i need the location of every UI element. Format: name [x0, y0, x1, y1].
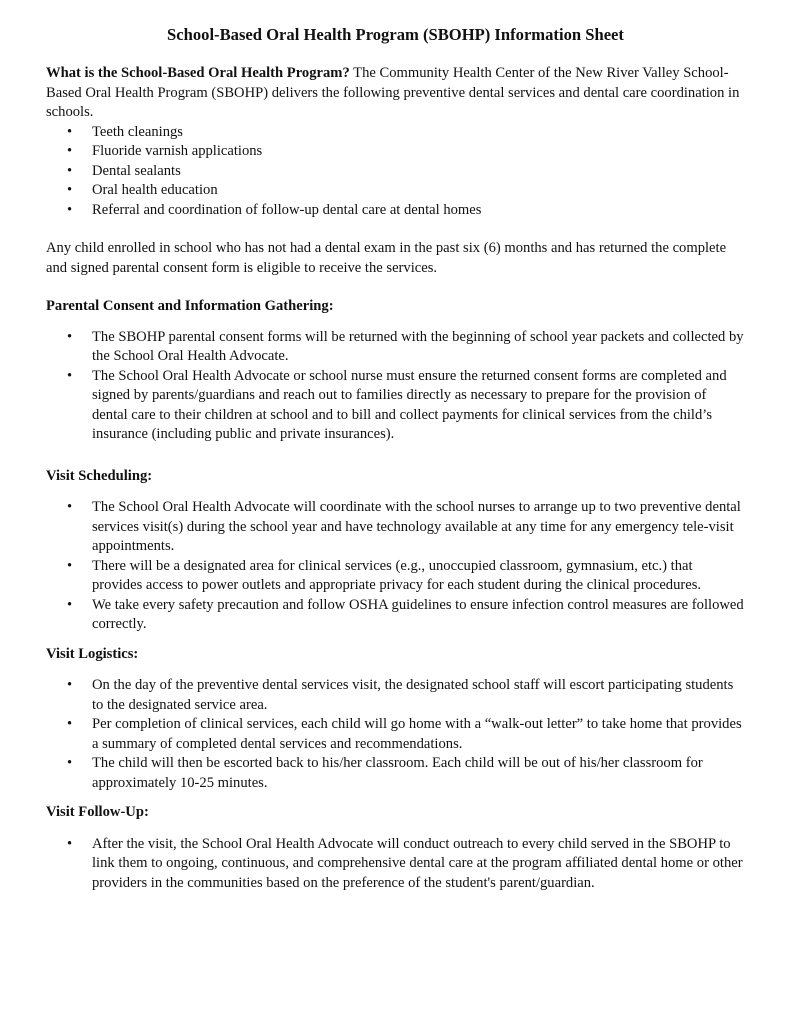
list-item [46, 676, 745, 715]
intro-text: The Community Health Center of the New River Valley School-Based Oral Health Program (SBOHP) delivers the following preventive dental services and dental care coordination in schools. [46, 65, 740, 120]
list-item-text: Fluoride varnish applications [92, 143, 263, 159]
bullet-icon: • [67, 123, 73, 140]
list-item-text: The School Oral Health Advocate will coordinate with the school nurses to arrange up to two preventive dental services visit(s) during the school year and have technology available at any time for any emergency tele-visit appointments. [92, 499, 741, 554]
list-item-text: Teeth cleanings [92, 123, 183, 140]
intro-paragraph [46, 64, 745, 123]
list-item [46, 328, 745, 367]
bullet-icon: • [67, 835, 73, 852]
list-item [46, 557, 745, 596]
bullet-icon: • [67, 367, 73, 384]
bullet-icon: • [67, 143, 73, 159]
list-item [46, 367, 745, 445]
list-item [46, 498, 745, 557]
scheduling-list [46, 498, 745, 635]
intro-lead: What is the School-Based Oral Health Program? [46, 65, 350, 81]
followup-list [46, 835, 745, 894]
list-item-text: After the visit, the School Oral Health Advocate will conduct outreach to every child served in the SBOHP to link them to ongoing, continuous, and comprehensive dental care at the program affiliated dental home or other providers in the communities based on the preference of the student's parent/guardian. [92, 835, 743, 891]
bullet-icon: • [67, 755, 73, 771]
list-item-text: We take every safety precaution and follow OSHA guidelines to ensure infection control measures are followed correctly. [92, 596, 744, 632]
list-item-text: Dental sealants [92, 162, 181, 179]
list-item [46, 754, 745, 793]
list-item-text: The SBOHP parental consent forms will be returned with the beginning of school year packets and collected by the School Oral Health Advocate. [92, 328, 744, 364]
logistics-list [46, 676, 745, 793]
list-item [46, 142, 745, 162]
bullet-icon: • [67, 716, 73, 732]
list-item-text: The School Oral Health Advocate or school nurse must ensure the returned consent forms are completed and signed by parents/guardians and reach out to families directly as necessary to prepare for the provision of dental care to their children at school and to bill and collect payments for clinical services from the child’s insurance (including public and private insurances). [92, 367, 727, 442]
section-heading-logistics: Visit Logistics: [46, 645, 139, 662]
consent-list [46, 328, 745, 445]
bullet-icon: • [67, 596, 73, 613]
list-item [46, 715, 745, 754]
list-item [46, 181, 745, 201]
services-list [46, 123, 745, 221]
bullet-icon: • [67, 557, 73, 574]
list-item [46, 123, 745, 143]
bullet-icon: • [67, 499, 73, 515]
section-heading-consent: Parental Consent and Information Gathering: [46, 298, 334, 314]
bullet-icon: • [67, 201, 73, 218]
bullet-icon: • [67, 677, 73, 693]
list-item [46, 835, 745, 894]
list-item-text: Oral health education [92, 182, 218, 198]
page-title: School-Based Oral Health Program (SBOHP) Information Sheet [167, 25, 624, 44]
list-item [46, 596, 745, 635]
eligibility-paragraph: Any child enrolled in school who has not had a dental exam in the past six (6) months and has returned the complete and signed parental consent form is eligible to receive the services. [46, 240, 727, 276]
list-item-text: Per completion of clinical services, each child will go home with a “walk-out letter” to take home that provides a summary of completed dental services and recommendations. [92, 716, 742, 752]
list-item-text: Referral and coordination of follow-up dental care at dental homes [92, 201, 482, 218]
bullet-icon: • [67, 328, 73, 345]
list-item-text: There will be a designated area for clinical services (e.g., unoccupied classroom, gymnasium, etc.) that provides access to power outlets and appropriate privacy for each student during the clinical procedures. [92, 557, 702, 593]
section-heading-scheduling: Visit Scheduling: [46, 467, 153, 484]
list-item-text: On the day of the preventive dental services visit, the designated school staff will escort participating students to the designated service area. [92, 677, 734, 713]
list-item [46, 201, 745, 221]
bullet-icon: • [67, 182, 73, 198]
bullet-icon: • [67, 162, 73, 179]
list-item-text: The child will then be escorted back to his/her classroom. Each child will be out of his/her classroom for approximately 10-25 minutes. [92, 755, 703, 791]
list-item [46, 162, 745, 182]
section-heading-followup: Visit Follow-Up: [46, 804, 149, 820]
